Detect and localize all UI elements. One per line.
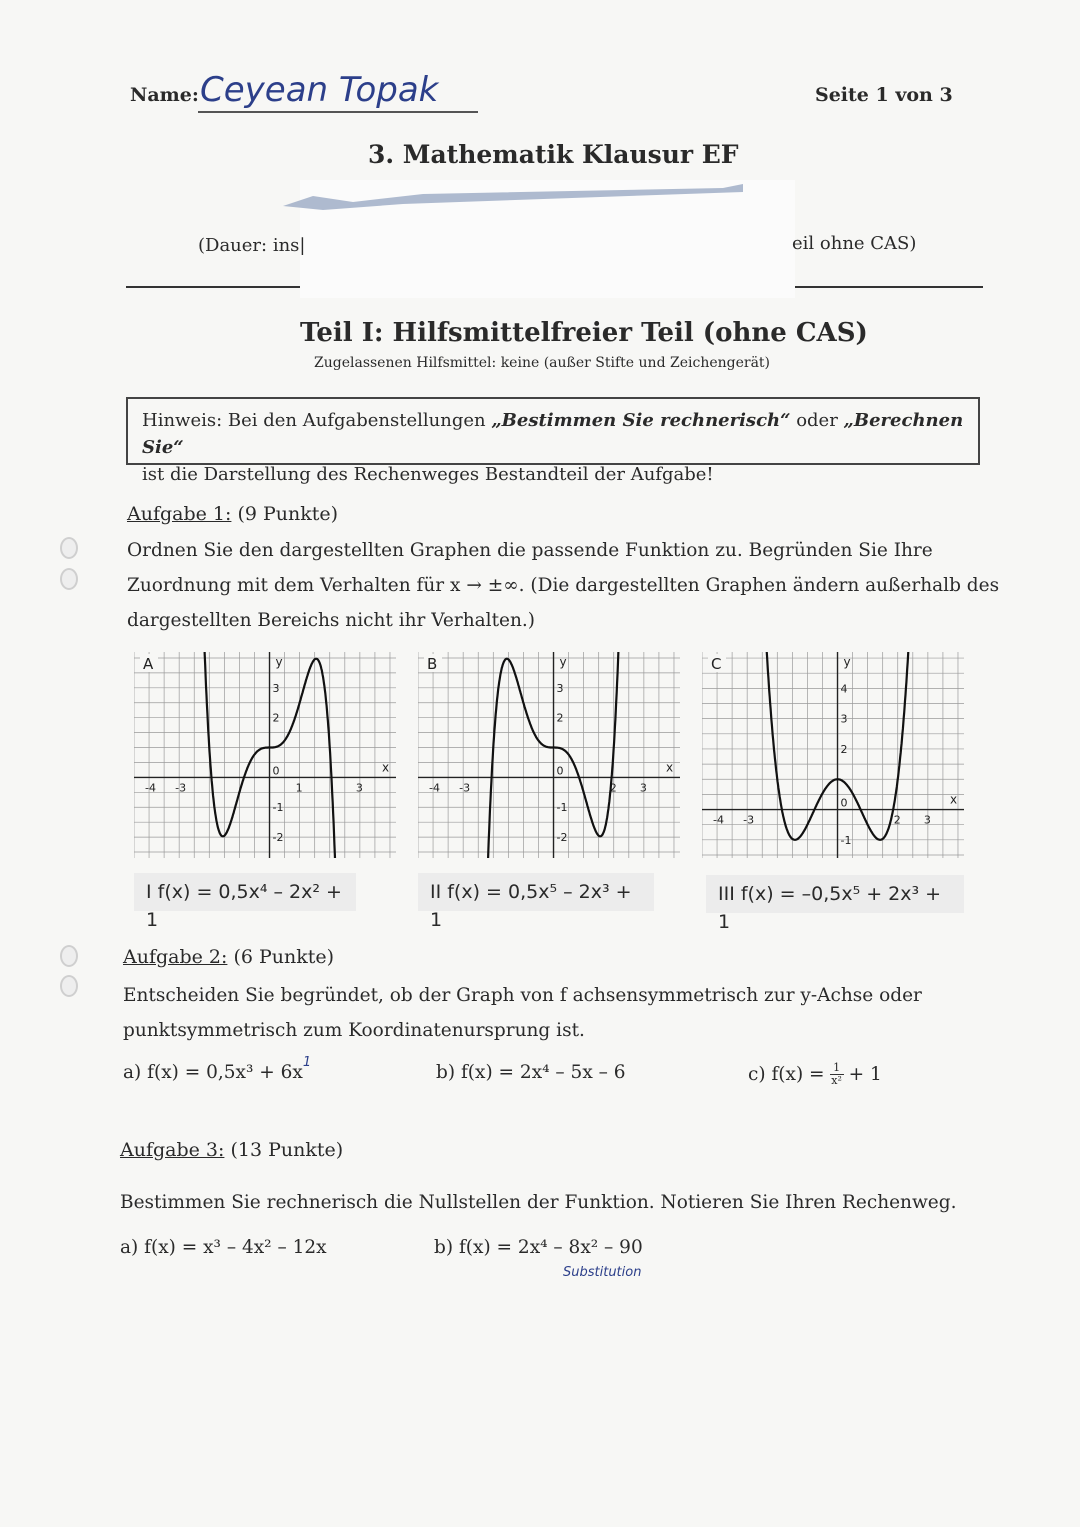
handwritten-substitution: Substitution — [563, 1265, 642, 1280]
y-tick-label: 3 — [272, 681, 280, 695]
x-tick-label: -4 — [429, 781, 441, 795]
y-axis-label: y — [275, 655, 283, 669]
hint-text: oder — [790, 410, 844, 431]
hint-text: Hinweis: Bei den Aufgabenstellungen — [142, 410, 492, 431]
task2-c: c) f(x) = $\frac{1}{\text{x²}}$ + 1 — [748, 1061, 882, 1087]
graph-b — [418, 652, 680, 858]
x-tick-label: -3 — [743, 813, 755, 827]
task2-text: Entscheiden Sie begründet, ob der Graph von f achsensymmetrisch zur y-Achse oder punktsymmetrisch zum Koordinatenursprung ist. — [123, 985, 922, 1041]
x-axis-label: x — [950, 792, 958, 807]
exam-title: 3. Mathematik Klausur EF — [368, 140, 739, 169]
task2-heading: Aufgabe 2: (6 Punkte) — [123, 946, 335, 968]
name-label: Name: — [130, 84, 199, 106]
x-axis-label: x — [382, 760, 390, 775]
y-tick-label: 4 — [840, 682, 848, 696]
punch-hole — [60, 945, 78, 967]
punch-hole — [60, 537, 78, 559]
part-fragment: eil ohne CAS) — [792, 233, 917, 254]
y-tick-label: 2 — [556, 711, 564, 725]
x-tick-label: 1 — [295, 781, 303, 795]
x-tick-label: 3 — [355, 781, 363, 795]
graph-label: B — [427, 655, 438, 673]
y-tick-label: -2 — [272, 831, 284, 845]
hint-emphasis: „Berechnen Sie“ — [142, 410, 964, 458]
x-tick-label: -4 — [713, 813, 725, 827]
y-tick-label: 2 — [272, 711, 280, 725]
x-axis-label: x — [666, 760, 674, 775]
name-handwritten: Ceyean Topak — [200, 70, 439, 110]
hint-box — [126, 397, 980, 485]
x-tick-label: 3 — [923, 813, 931, 827]
task3-text: Bestimmen Sie rechnerisch die Nullstellen der Funktion. Notieren Sie Ihren Rechenweg. — [120, 1192, 957, 1213]
y-axis-label: y — [843, 655, 851, 669]
y-tick-label: -1 — [272, 801, 284, 815]
punch-hole — [60, 568, 78, 590]
punch-hole — [60, 975, 78, 997]
header-rule-left — [126, 286, 300, 288]
graph-a — [134, 652, 396, 858]
part-subtitle: Zugelassenen Hilfsmittel: keine (außer Stifte und Zeichengerät) — [314, 355, 771, 371]
part-title: Teil I: Hilfsmittelfreier Teil (ohne CAS) — [300, 318, 868, 348]
task2-a: a) $f(x) = 0,5x^3 + 6x^1$ — [123, 1055, 312, 1083]
origin-label: 0 — [840, 796, 848, 810]
page-indicator: Seite 1 von 3 — [815, 84, 953, 106]
y-tick-label: -1 — [556, 801, 568, 815]
y-tick-label: -2 — [556, 831, 568, 845]
hint-text-line2: ist die Darstellung des Rechenweges Bestandteil der Aufgabe! — [142, 464, 714, 485]
shadow-mark — [283, 180, 743, 210]
name-underline — [198, 111, 478, 113]
hint-emphasis: „Bestimmen Sie rechnerisch“ — [491, 410, 791, 431]
function-ii: II f(x) = 0,5x⁵ – 2x³ + 1 — [418, 873, 654, 911]
task3-a: a) f(x) = x³ – 4x² – 12x — [120, 1237, 327, 1258]
y-tick-label: 2 — [840, 742, 848, 756]
y-tick-label: 3 — [840, 712, 848, 726]
x-tick-label: -3 — [459, 781, 471, 795]
function-i: I f(x) = 0,5x⁴ – 2x² + 1 — [134, 873, 356, 911]
y-tick-label: -1 — [840, 833, 852, 847]
header-rule-right — [795, 286, 983, 288]
task1-text: Ordnen Sie den dargestellten Graphen die passende Funktion zu. Begründen Sie Ihre Zuordnung mit dem Verhalten für x → ±∞. (Die dargestellten Graphen ändern außerhalb des dargestellten Bereichs nicht ihr Verhalten.) — [127, 540, 1000, 631]
task1-heading: Aufgabe 1: (9 Punkte) — [127, 503, 339, 525]
origin-label: 0 — [556, 764, 564, 778]
graph-label: C — [711, 655, 722, 673]
y-tick-label: 3 — [556, 681, 564, 695]
task3-b: b) f(x) = 2x⁴ – 8x² – 90 — [434, 1237, 643, 1258]
duration-fragment: (Dauer: ins| — [198, 235, 306, 256]
origin-label: 0 — [272, 764, 280, 778]
x-tick-label: 2 — [609, 781, 617, 795]
graph-c — [702, 652, 964, 858]
x-tick-label: 3 — [639, 781, 647, 795]
x-tick-label: 2 — [893, 813, 901, 827]
graph-label: A — [143, 655, 154, 673]
task3-heading: Aufgabe 3: (13 Punkte) — [120, 1139, 344, 1161]
x-tick-label: -3 — [175, 781, 187, 795]
y-axis-label: y — [559, 655, 567, 669]
task2-b: b) f(x) = 2x⁴ – 5x – 6 — [436, 1062, 626, 1083]
x-tick-label: -4 — [145, 781, 157, 795]
function-iii: III f(x) = –0,5x⁵ + 2x³ + 1 — [706, 875, 964, 913]
